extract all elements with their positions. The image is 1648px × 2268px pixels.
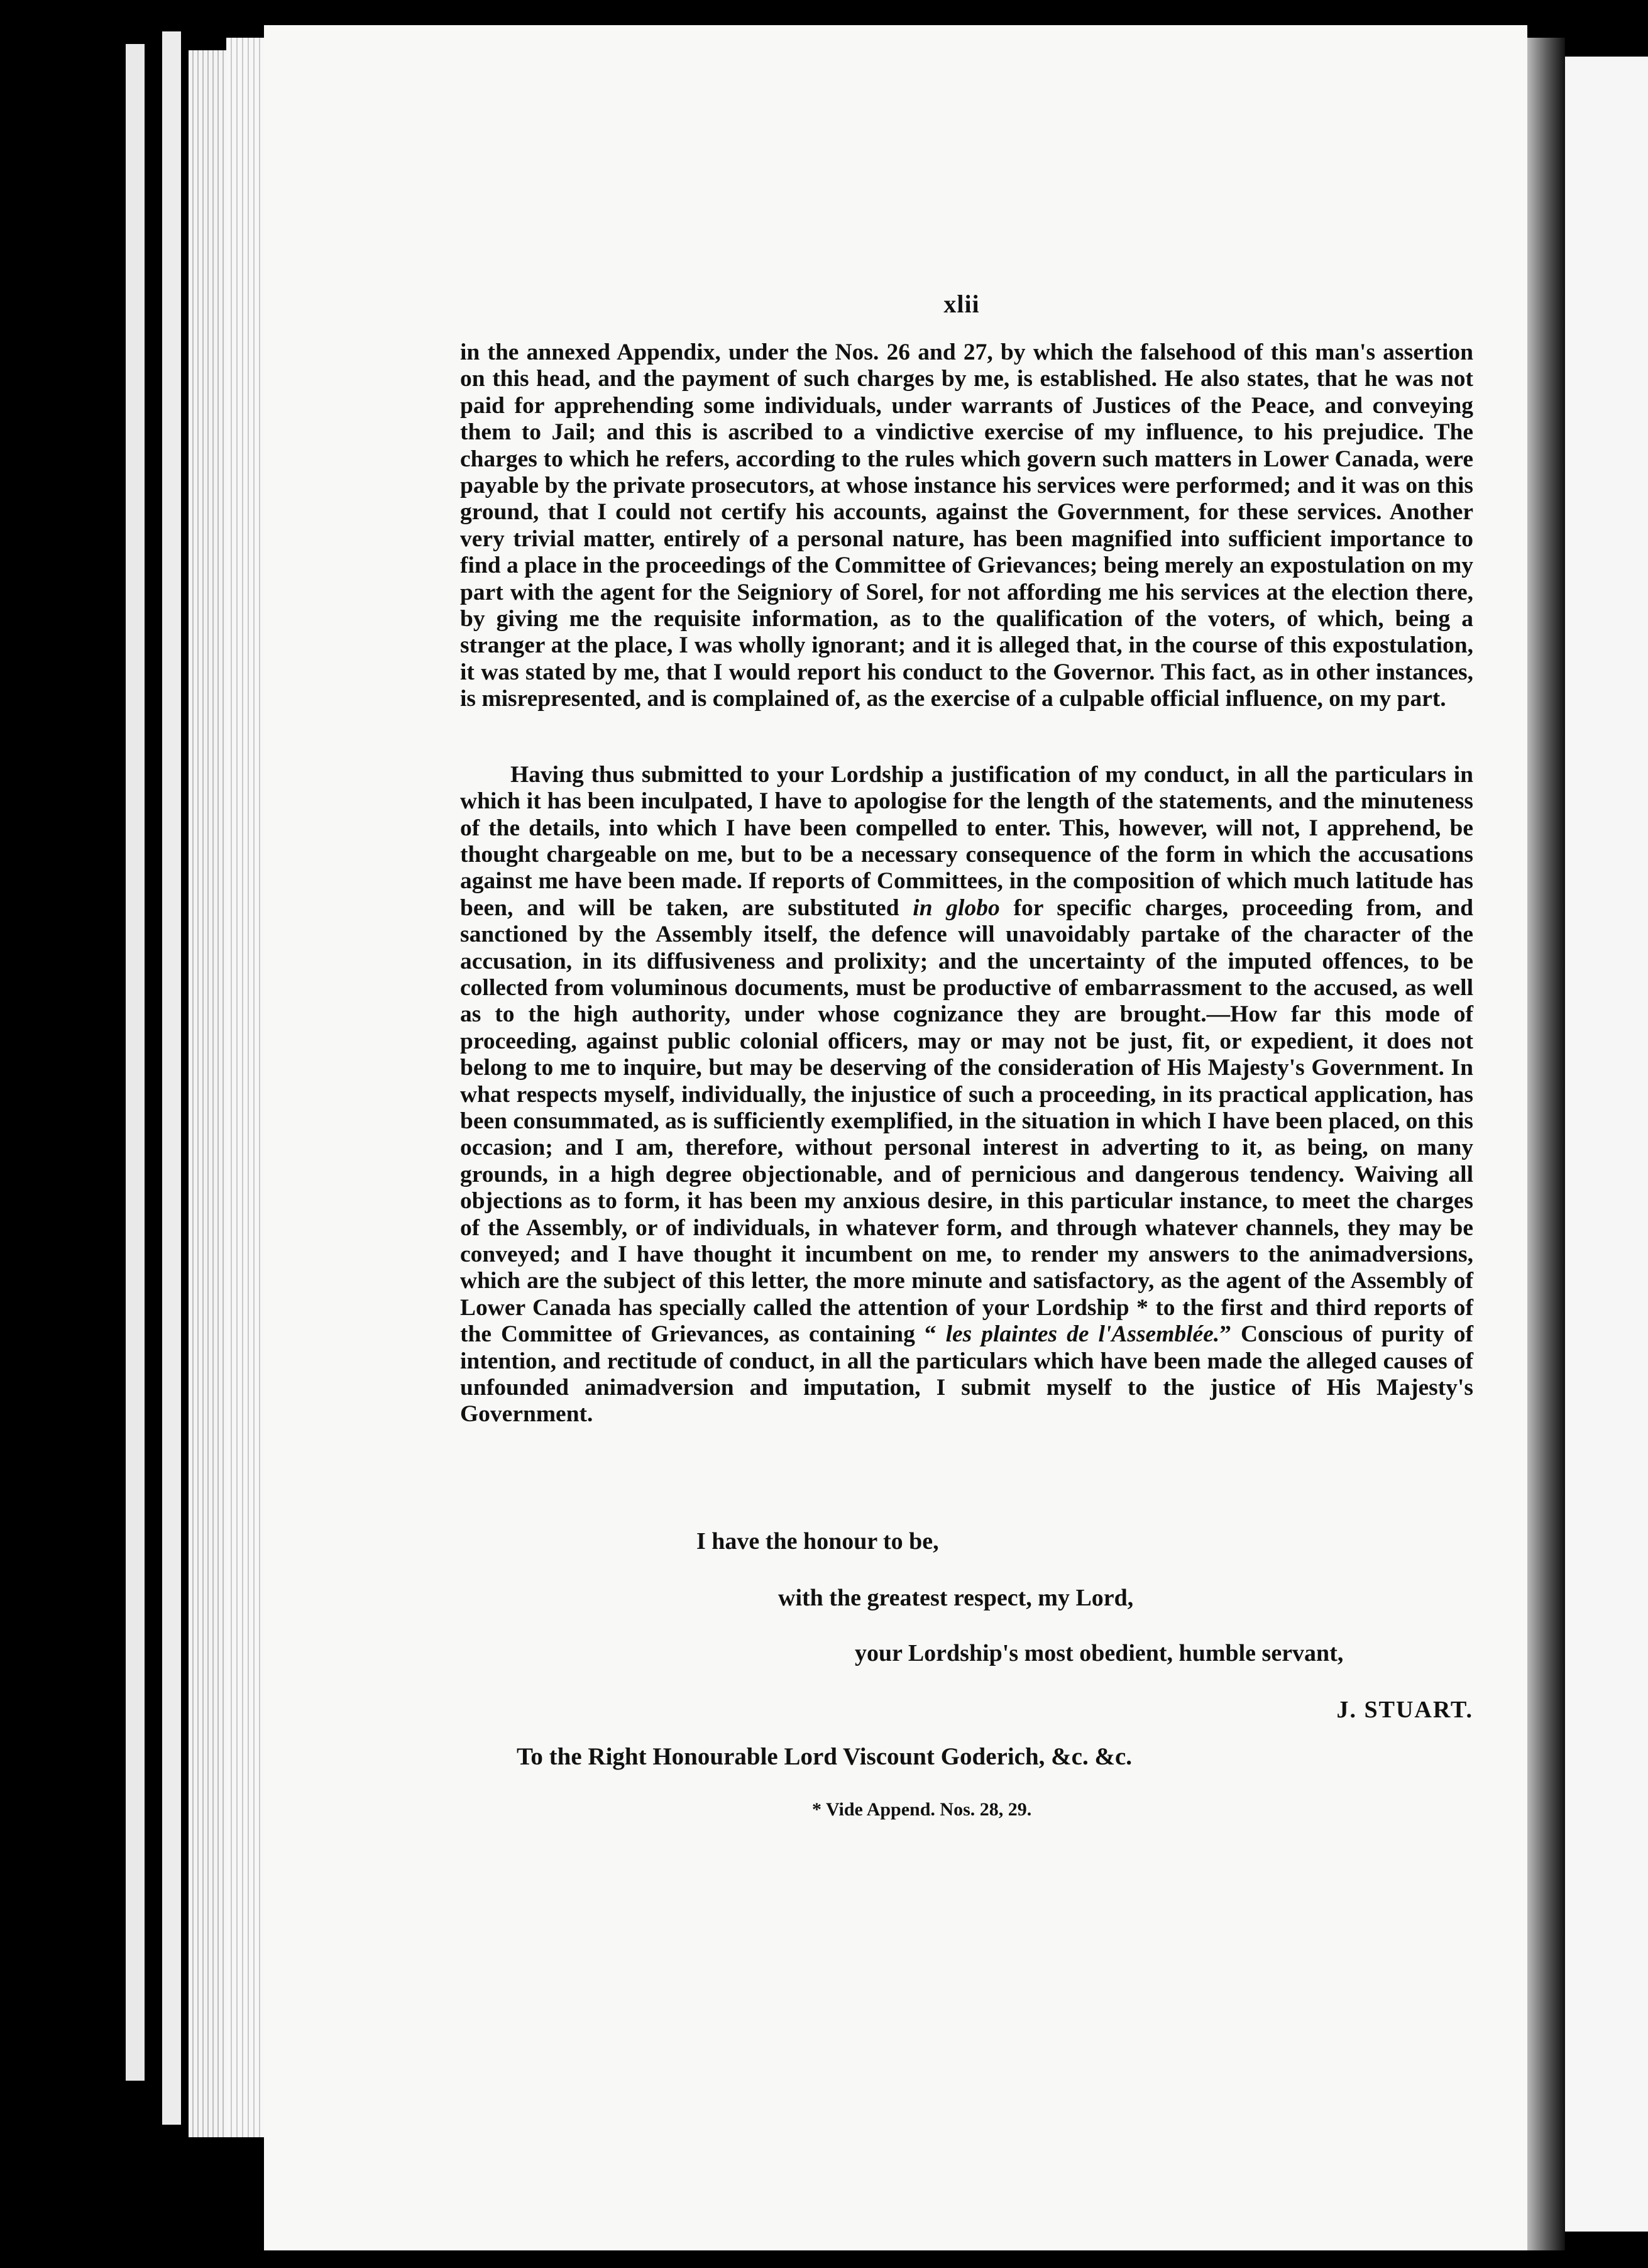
letter-body	[460, 339, 1473, 1428]
paragraph-text: for specific charges, proceeding from, and sanctioned by the Assembly itself, the defence will unavoidably partake of the character of the accusation, in its diffusiveness and prolixity; and the uncertainty of the imputed offences, to be collected from voluminous documents, must be productive of embarrassment to the accused, as well as to the high authority, under whose cognizance they are brought.—How far this mode of proceeding, against public colonial officers, may or may not be just, fit, or expedient, it does not belong to me to inquire, but may be deserving of the consideration of His Majesty's Government. In what respects myself, individually, the injustice of such a proceeding, in its practical application, has been consummated, as is sufficiently exemplified, in the situation in which I have been placed, on this occasion; and I am, therefore, without personal interest in adverting to it, as being, on many grounds, in a high degree objectionable, and of pernicious and dangerous tendency. Waiving all objections as to form, it has been my anxious desire, in this particular instance, to meet the charges of the Assembly, or of individuals, in whatever form, and through whatever channels, they may be conveyed; and I have thought it incumbent on me, to render my answers to the animadversions, which are the subject of this letter, the more minute and satisfactory, as the agent of the Assembly of Lower Canada has specially called the attention of your Lordship * to the first and third reports of the Committee of Grievances, as containing “	[460, 895, 1473, 1348]
italic-phrase: in globo	[913, 895, 1000, 921]
page-edge	[126, 44, 145, 2081]
addressee: To the Right Honourable Lord Viscount Goderich, &c. &c.	[517, 1743, 1132, 1770]
italic-quote: les plaintes de l'Assemblée.	[945, 1321, 1220, 1348]
paragraph-text: ” Conscious of purity of intention, and rectitude of conduct, in all the particulars which have been made the alleged causes of unfounded animadversion and imputation, I submit myself to the justice of His Majesty's Government.	[460, 1321, 1473, 1428]
facing-page	[1565, 57, 1648, 2232]
closing-line: I have the honour to be,	[696, 1528, 939, 1555]
book-gutter	[1521, 38, 1565, 2250]
closing-line: your Lordship's most obedient, humble servant,	[855, 1640, 1344, 1666]
page-edge	[162, 31, 181, 2125]
paragraph-text: Having thus submitted to your Lordship a justification of my conduct, in all the particulars in which it has been inculpated, I have to apologise for the length of the statements, and the minuteness of the details, into which I have been compelled to enter. This, however, will not, I apprehend, be thought chargeable on me, but to be a necessary consequence of the form in which the accusations against me have been made. If reports of Committees, in the composition of which much latitude has been, and will be taken, are substituted	[460, 761, 1473, 921]
page-number: xlii	[943, 290, 980, 318]
closing-line: with the greatest respect, my Lord,	[778, 1585, 1134, 1611]
paragraph	[460, 762, 1473, 1428]
paragraph: in the annexed Appendix, under the Nos. 26 and 27, by which the falsehood of this man's assertion on this head, and the payment of such charges by me, is established. He also states, that he was not paid for apprehending some individuals, under warrants of Justices of the Peace, and conveying them to Jail; and this is ascribed to a vindictive exercise of my influence, to his prejudice. The charges to which he refers, according to the rules which govern such matters in Lower Canada, were payable by the private prosecutors, at whose instance his services were performed; and it was on this ground, that I could not certify his accounts, against the Government, for these services. Another very trivial matter, entirely of a personal nature, has been magnified into sufficient importance to find a place in the proceedings of the Committee of Grievances; being merely an expostulation on my part with the agent for the Seigniory of Sorel, for not affording me his services at the election there, by giving me the requisite information, as to the qualification of the voters, of which, being a stranger at the place, I was wholly ignorant; and it is alleged that, in the course of this expostulation, it was stated by me, that I would report his conduct to the Governor. This fact, as in other instances, is misrepresented, and is complained of, as the exercise of a culpable official influence, on my part.	[460, 339, 1473, 712]
page-edge-stack	[189, 50, 226, 2137]
signature: J. STUART.	[1336, 1697, 1473, 1723]
footnote: * Vide Append. Nos. 28, 29.	[812, 1799, 1032, 1820]
